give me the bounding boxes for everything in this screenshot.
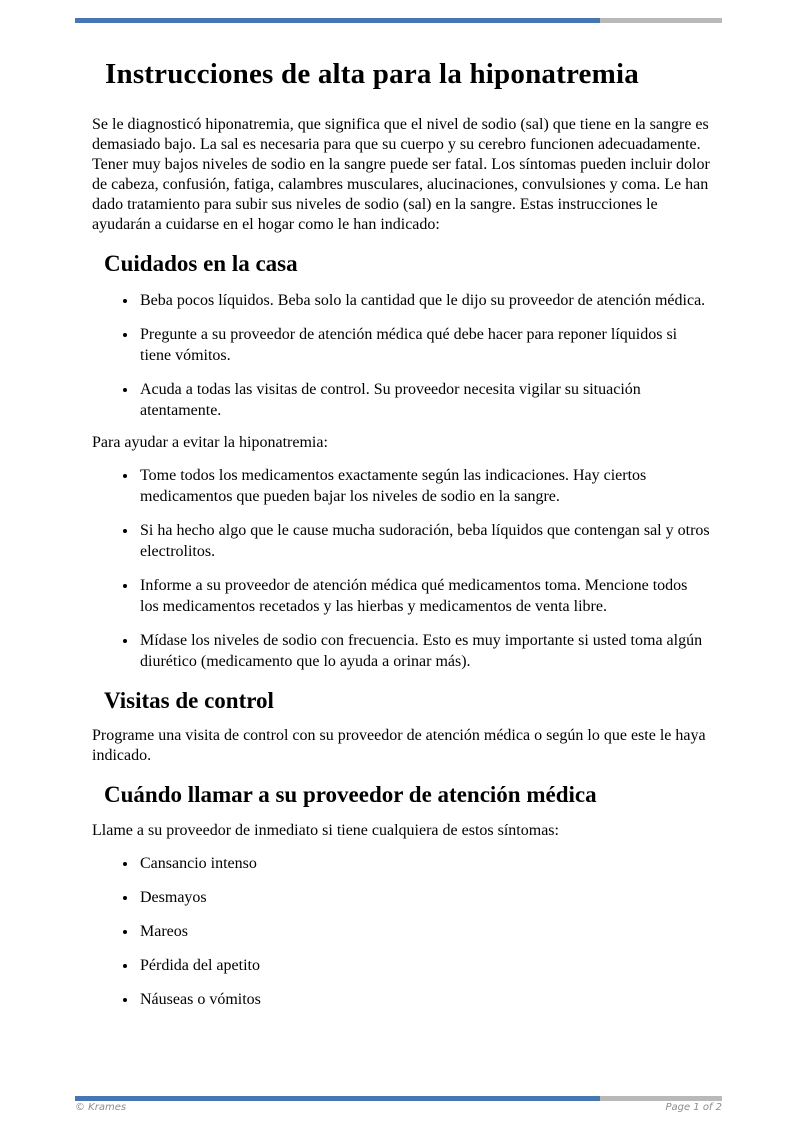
section-heading-when-to-call: Cuándo llamar a su proveedor de atención médica: [104, 782, 597, 808]
prevention-list: [92, 465, 710, 672]
when-to-call-intro-paragraph: Llame a su proveedor de inmediato si tiene cualquiera de estos síntomas:: [92, 821, 559, 839]
prevention-intro-paragraph: Para ayudar a evitar la hiponatremia:: [92, 433, 328, 451]
footer-accent-bar: [75, 1096, 722, 1101]
section-heading-follow-up: Visitas de control: [104, 687, 274, 713]
list-item: • Acuda a todas las visitas de control. Su proveedor necesita vigilar su situación atentamente.: [138, 379, 710, 421]
page-footer: [75, 1102, 722, 1113]
top-accent-bar-blue-segment: [75, 18, 600, 23]
list-item: • Desmayos: [138, 887, 710, 908]
section-heading-home-care: Cuidados en la casa: [104, 251, 298, 277]
top-accent-bar: [75, 18, 722, 23]
home-care-list: [92, 290, 710, 421]
copyright-text: © Krames: [75, 1102, 127, 1113]
footer-accent-bar-blue-segment: [75, 1096, 600, 1101]
list-item: • Mareos: [138, 921, 710, 942]
page-title: Instrucciones de alta para la hiponatremia: [105, 58, 639, 90]
document-body: [92, 40, 710, 1010]
page-number: Page 1 of 2: [665, 1102, 722, 1113]
top-accent-bar-gray-segment: [600, 18, 722, 23]
follow-up-paragraph: Programe una visita de control con su proveedor de atención médica o según lo que este le haya indicado.: [92, 727, 706, 765]
list-item: • Cansancio intenso: [138, 853, 710, 874]
symptoms-list: [92, 853, 710, 1010]
list-item: • Náuseas o vómitos: [138, 989, 710, 1010]
list-item: • Beba pocos líquidos. Beba solo la cantidad que le dijo su proveedor de atención médica.: [138, 290, 710, 311]
list-item: • Tome todos los medicamentos exactamente según las indicaciones. Hay ciertos medicamentos que pueden bajar los niveles de sodio en la sangre.: [138, 465, 710, 507]
list-item: • Informe a su proveedor de atención médica qué medicamentos toma. Mencione todos los medicamentos recetados y las hierbas y medicamentos de venta libre.: [138, 575, 710, 617]
list-item: • Pregunte a su proveedor de atención médica qué debe hacer para reponer líquidos si tiene vómitos.: [138, 324, 710, 366]
footer-accent-bar-gray-segment: [600, 1096, 722, 1101]
intro-paragraph: Se le diagnosticó hiponatremia, que significa que el nivel de sodio (sal) que tiene en la sangre es demasiado bajo. La sal es necesaria para que su cuerpo y su cerebro funcionen adecuadamente. Tener muy bajos niveles de sodio en la sangre puede ser fatal. Los síntomas pueden incluir dolor de cabeza, confusión, fatiga, calambres musculares, alucinaciones, convulsiones y coma. Le han dado tratamiento para subir sus niveles de sodio (sal) en la sangre. Estas instrucciones le ayudarán a cuidarse en el hogar como le han indicado:: [92, 116, 710, 234]
list-item: • Mídase los niveles de sodio con frecuencia. Esto es muy importante si usted toma algún diurético (medicamento que lo ayuda a orinar más).: [138, 630, 710, 672]
list-item: • Si ha hecho algo que le cause mucha sudoración, beba líquidos que contengan sal y otros electrolitos.: [138, 520, 710, 562]
list-item: • Pérdida del apetito: [138, 955, 710, 976]
